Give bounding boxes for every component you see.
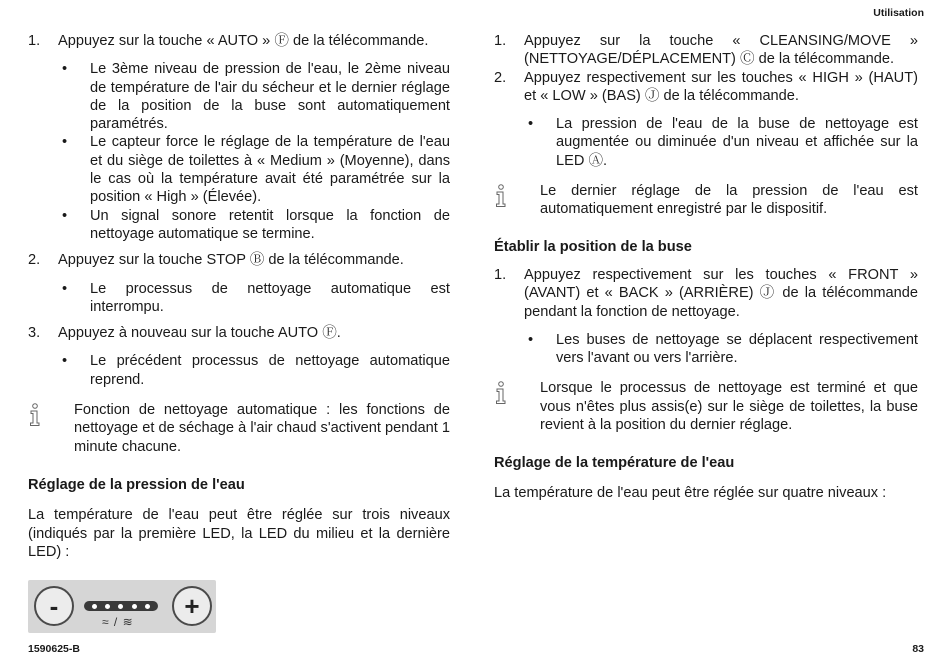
step-text: Appuyez sur la touche « CLEANSING/MOVE » (NETTOYAGE/DÉPLACEMENT) Ⓒ de la télécommande. (524, 33, 918, 68)
heading-nozzle-position: Établir la position de la buse (494, 238, 692, 255)
left-column (28, 32, 450, 561)
info-text: Le dernier réglage de la pression de l'eau est automatiquement enregistré par le dispositif. (540, 183, 918, 218)
plus-button: + (172, 586, 212, 626)
led-indicator (105, 604, 110, 609)
page-number: 83 (912, 643, 924, 655)
info-text: Fonction de nettoyage automatique : les fonctions de nettoyage et de séchage à l'air chaud s'activent pendant 1 minute chacune. (74, 402, 450, 455)
step-front-back-bullets (494, 331, 918, 368)
section-title: Utilisation (873, 7, 924, 19)
step-number: 1. (28, 33, 41, 49)
step-text: Appuyez sur la touche « AUTO » Ⓕ de la télécommande. (58, 33, 429, 49)
paragraph-pressure: La température de l'eau peut être réglée sur trois niveaux (indiqués par la première LED, la LED du milieu et la dernière LED) : (28, 507, 450, 560)
step-number: 2. (494, 69, 507, 86)
step-text: Appuyez à nouveau sur la touche AUTO Ⓕ. (58, 325, 341, 342)
list-item: • Le capteur force le réglage de la température de l'eau et du siège de toilettes à « Medium » (Moyenne), dans le cas où la température avait été paramétrée sur la position « High » (Élevée). (62, 134, 450, 206)
water-spray-icon: ≈ / ≋ (102, 615, 134, 629)
paragraph-temperature: La température de l'eau peut être réglée sur quatre niveaux : (494, 484, 887, 501)
step-number: 1. (494, 33, 507, 49)
info-note (28, 401, 450, 456)
info-icon (494, 379, 540, 434)
heading-water-temperature: Réglage de la température de l'eau (494, 455, 735, 472)
step-auto (28, 32, 450, 50)
list-item: • Le processus de nettoyage automatique est interrompu. (62, 280, 450, 315)
step-text: Appuyez respectivement sur les touches « HIGH » (HAUT) et « LOW » (BAS) Ⓙ de la télécommande. (524, 69, 918, 104)
list-item: • La pression de l'eau de la buse de nettoyage est augmentée ou diminuée d'un niveau et affichée sur la LED Ⓐ. (528, 116, 918, 169)
step-text: Appuyez sur la touche STOP Ⓑ de la télécommande. (58, 252, 404, 269)
step-number: 2. (28, 252, 41, 269)
step-high-low-bullets (494, 115, 918, 170)
step-auto-bullets (28, 60, 450, 243)
step-resume-bullets (28, 352, 450, 389)
step-cleansing (494, 32, 918, 69)
step-stop-bullets (28, 280, 450, 317)
led-indicator (118, 604, 123, 609)
step-front-back (494, 266, 918, 321)
heading-water-pressure: Réglage de la pression de l'eau (28, 476, 245, 493)
list-item: • Les buses de nettoyage se déplacent respectivement vers l'avant ou vers l'arrière. (528, 331, 918, 367)
step-stop (28, 251, 450, 269)
remote-panel-illustration (28, 580, 216, 633)
list-item: • Le 3ème niveau de pression de l'eau, le 2ème niveau de température de l'air du sécheur et le dernier réglage de la position de la buse sont automatiquement paramétrés. (62, 61, 450, 133)
step-text: Appuyez respectivement sur les touches « FRONT » (AVANT) et « BACK » (ARRIÈRE) Ⓙ de la télécommande pendant la fonction de nettoyage. (524, 266, 918, 320)
minus-button: - (34, 586, 74, 626)
right-column (494, 32, 918, 502)
info-note (494, 379, 918, 434)
step-resume (28, 324, 450, 342)
step-high-low (494, 69, 918, 106)
step-number: 3. (28, 325, 41, 342)
info-icon (494, 182, 540, 219)
led-indicator (92, 604, 97, 609)
led-indicator (132, 604, 137, 609)
list-item: • Un signal sonore retentit lorsque la fonction de nettoyage automatique se termine. (62, 207, 450, 242)
step-number: 1. (494, 266, 507, 283)
info-text: Lorsque le processus de nettoyage est terminé et que vous n'êtes plus assis(e) sur le siège de toilettes, la buse revient à la position du dernier réglage. (540, 380, 918, 434)
list-item: • Le précédent processus de nettoyage automatique reprend. (62, 353, 450, 388)
info-note (494, 182, 918, 219)
info-icon (28, 401, 74, 456)
document-id: 1590625-B (28, 643, 80, 655)
led-bar (84, 601, 158, 611)
led-indicator (145, 604, 150, 609)
